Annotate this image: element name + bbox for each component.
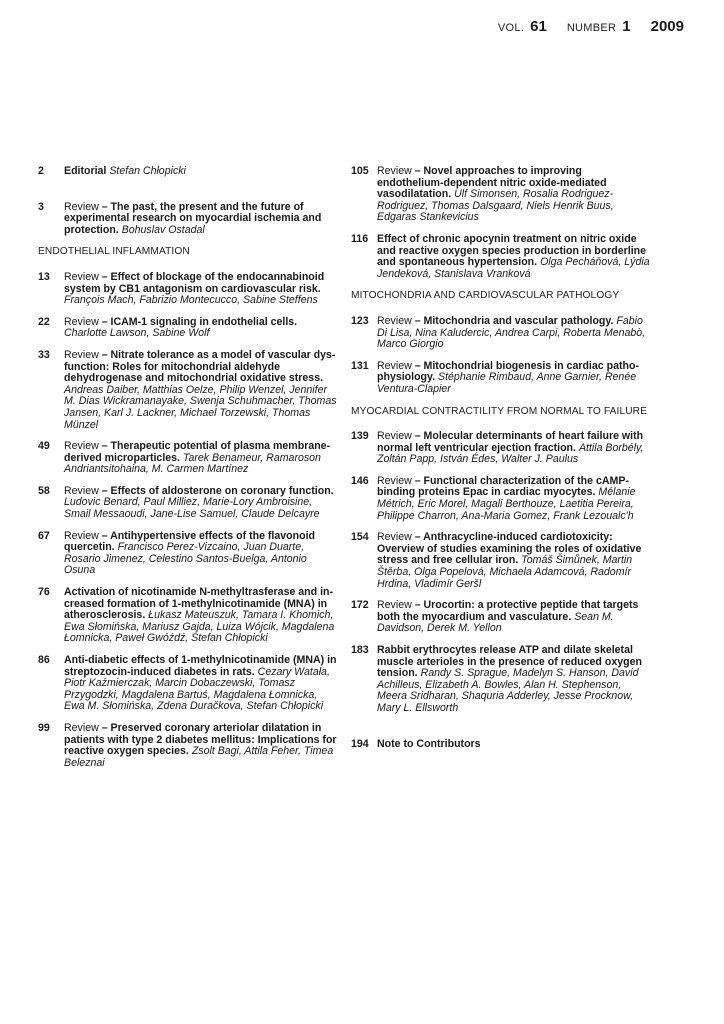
article-type: Review: [64, 270, 99, 283]
article-authors: Zsolt Bagi, Attila Feher, Timea Beleznai: [64, 745, 334, 769]
toc-entry: [351, 234, 651, 280]
page-number: 86: [38, 654, 50, 666]
article-title: – Effects of aldosterone on coronary function.: [98, 484, 334, 497]
article-authors: Tarek Benameur, Ramaroson Andriantsitohaina, M. Carmen Martínez: [64, 451, 321, 476]
article-authors: Attila Borbély, Zoltán Papp, István Édes, Walter J. Paulus: [377, 441, 644, 466]
toc-entry: [351, 645, 651, 715]
page-number: 76: [38, 586, 50, 599]
article-title: Editorial: [64, 165, 107, 177]
article-type: Review: [377, 474, 412, 487]
toc-left-column: [38, 166, 338, 779]
article-authors: Ulf Simonsen, Rosalia Rodriguez-Rodriguez, Thomas Dalsgaard, Niels Henrik Buus, Edgaras Stankevicius: [377, 188, 614, 224]
volume-label: VOL.: [497, 22, 525, 34]
page-number: 139: [351, 430, 369, 443]
article-authors: Francisco Perez-Vizcaino, Juan Duarte, Rosario Jimenez, Celestino Santos-Buelga, Antonio Osuna: [64, 541, 307, 577]
article-authors: Sean M. Davidson, Derek M. Yellon: [377, 610, 614, 635]
toc-entry: [351, 476, 651, 522]
article-authors: Olga Pecháňová, Lýdia Jendeková, Stanislava Vranková: [377, 256, 650, 280]
toc-entry: [38, 202, 338, 237]
article-title: – Therapeutic potential of plasma membrane-derived microparticles.: [64, 440, 331, 464]
toc-entry: [351, 166, 651, 224]
toc-entry: [38, 486, 338, 521]
toc-entry: [351, 361, 651, 396]
article-type: Review: [377, 165, 412, 177]
article-title: – Urocortin: a protective peptide that targets both the myocardium and vasculature.: [377, 599, 639, 623]
page-number: 154: [351, 531, 369, 544]
article-authors: Mélanie Métrich, Eric Morel, Magali Berthouze, Laetitia Pereira, Philippe Charron, Ana-Maria Gomez, Frank Lezoualc'h: [377, 486, 636, 522]
page-number: 116: [351, 232, 369, 245]
toc-entry: [351, 532, 651, 590]
page-number: 172: [351, 599, 369, 612]
article-authors: Fabio Di Lisa, Nina Kaludercic, Andrea Carpi, Roberta Menabò, Marco Giorgio: [377, 314, 646, 351]
toc-entry: [38, 531, 338, 577]
page-number: 58: [38, 484, 50, 497]
article-type: Review: [64, 440, 99, 453]
article-title: – ICAM-1 signaling in endothelial cells.: [98, 315, 298, 328]
page-number: 194: [351, 737, 369, 750]
article-authors: Bohuslav Ostadal: [121, 223, 205, 236]
article-title: – Functional characterization of the cAMP-binding proteins Epac in cardiac myocytes.: [377, 474, 629, 499]
article-type: Review: [377, 359, 412, 372]
page-number: 146: [351, 474, 369, 487]
page-number: 123: [351, 314, 369, 327]
article-type: Review: [64, 529, 99, 542]
issue-label: NUMBER: [566, 22, 617, 34]
article-title: – The past, the present and the future of experimental research on myocardial ischemia and protection.: [64, 200, 322, 236]
article-authors: Charlotte Lawson, Sabine Wolf: [64, 327, 210, 340]
page-number: 105: [351, 165, 369, 177]
toc-entry: [351, 739, 651, 751]
page-number: 22: [38, 315, 50, 328]
toc-entry: [351, 600, 651, 635]
page-number: 99: [38, 721, 50, 734]
toc-entry: [38, 317, 338, 340]
toc-right-column: [351, 166, 651, 760]
article-type: Review: [64, 721, 99, 734]
article-authors: Stefan Chłopicki: [109, 165, 186, 177]
article-title: – Anthracycline-induced cardiotoxicity: Overview of studies examining the roles of oxidative stress and free cellular iron.: [377, 531, 642, 567]
article-title: – Preserved coronary arteriolar dilatation in patients with type 2 diabetes mellitus: Implications for reactive oxygen species.: [64, 721, 337, 758]
article-title: Activation of nicotinamide N-methyltrasferase and increased formation of 1-methylnicotinamide (MNA) in atherosclerosis.: [64, 586, 334, 622]
page-number: 3: [38, 200, 44, 213]
page-number: 33: [38, 348, 50, 361]
page-number: 131: [351, 359, 369, 372]
section-heading: MYOCARDIAL CONTRACTILITY FROM NORMAL TO FAILURE: [351, 405, 648, 417]
article-title: – Molecular determinants of heart failure with normal left ventricular ejection fraction.: [377, 430, 644, 454]
article-authors: Cezary Watała, Piotr Kaźmierczak, Marcin Dobaczewski, Tomasz Przygodzki, Magdalena Bartuś, Magdalena Łomnicka, Ewa M. Słomińska, Zdena Duračkova, Stefan Chłopicki: [64, 665, 330, 713]
toc-entry: [38, 655, 338, 713]
page-number: 49: [38, 440, 50, 453]
article-authors: François Mach, Fabrizio Montecucco, Sabine Steffens: [64, 294, 318, 307]
article-type: Review: [64, 348, 99, 361]
section-heading: ENDOTHELIAL INFLAMMATION: [38, 246, 190, 258]
issue-number: 1: [622, 18, 631, 35]
article-title: Effect of chronic apocynin treatment on nitric oxide and reactive oxygen species production in borderline and spontaneous hypertension.: [377, 232, 647, 269]
article-title: – Effect of blockage of the endocannabinoid system by CB1 antagonism on cardiovascular risk.: [64, 270, 325, 295]
toc-entry: [38, 272, 338, 307]
toc-entry: [351, 431, 651, 466]
page-number: 13: [38, 270, 50, 283]
article-authors: Randy S. Sprague, Madelyn S. Hanson, David Achilleus, Elizabeth A. Bowles, Alan H. Stephenson, Meera Sridharan, Shaquria Adderley, Jesse Procknow, Mary L. Ellsworth: [377, 667, 639, 714]
article-type: Review: [64, 315, 99, 328]
article-title: – Nitrate tolerance as a model of vascular dysfunction: Roles for mitochondrial aldehyde dehydrogenase and mitochondrial oxidative stress.: [64, 348, 336, 385]
page-number: 2: [38, 165, 44, 177]
article-title: – Novel approaches to improving endothelium-dependent nitric oxide-mediated vasodilatation.: [377, 165, 607, 201]
toc-entry: [38, 350, 338, 431]
article-title: – Mitochondrial biogenesis in cardiac pathophysiology.: [377, 359, 639, 384]
article-title: – Mitochondria and vascular pathology.: [411, 314, 614, 327]
issue-year: 2009: [650, 18, 684, 35]
article-type: Review: [64, 484, 99, 497]
masthead: [498, 18, 684, 35]
article-authors: Andreas Daiber, Matthias Oelze, Philip Wenzel, Jennifer M. Dias Wickramanayake, Swenja Schuhmacher, Thomas Jansen, Karl J. Lackner, Michael Torzewski, Thomas Münzel: [64, 383, 337, 431]
article-type: Review: [377, 430, 412, 443]
section-heading: MITOCHONDRIA AND CARDIOVASCULAR PATHOLOGY: [351, 290, 620, 302]
article-title: – Antihypertensive effects of the flavonoid quercetin.: [64, 529, 315, 554]
toc-entry: [351, 316, 651, 351]
article-title: Note to Contributors: [377, 737, 481, 750]
article-authors: Łukasz Mateuszuk, Tamara I. Khomich, Ewa Słomińska, Mariusz Gajda, Luiza Wójcik, Magdalena Łomnicka, Paweł Gwóźdź, Stefan Chłopicki: [64, 609, 335, 645]
article-type: Review: [377, 531, 412, 544]
toc-entry: [38, 166, 338, 178]
article-authors: Tomáš Šimůnek, Martin Štěrba, Olga Popelová, Michaela Adamcová, Radomír Hrdina, Vladimír Geršl: [377, 554, 633, 590]
article-type: Review: [64, 200, 99, 213]
article-authors: Ludovic Benard, Paul Milliez, Marie-Lory Ambroisine, Smail Messaoudi, Jane-Lise Samuel, Claude Delcayre: [64, 496, 320, 521]
volume-number: 61: [530, 18, 547, 35]
page-number: 183: [351, 644, 369, 656]
toc-entry: [38, 441, 338, 476]
article-type: Review: [377, 599, 412, 612]
article-title: Rabbit erythrocytes release ATP and dilate skeletal muscle arterioles in the presence of reduced oxygen tension.: [377, 644, 642, 680]
page-number: 67: [38, 529, 50, 542]
toc-entry: [38, 723, 338, 769]
article-title: Anti-diabetic effects of 1-methylnicotinamide (MNA) in streptozocin-induced diabetes in rats.: [64, 654, 337, 678]
article-authors: Stéphanie Rimbaud, Anne Garnier, Renée Ventura-Clapier: [377, 371, 637, 395]
toc-entry: [38, 587, 338, 645]
article-type: Review: [377, 314, 412, 327]
